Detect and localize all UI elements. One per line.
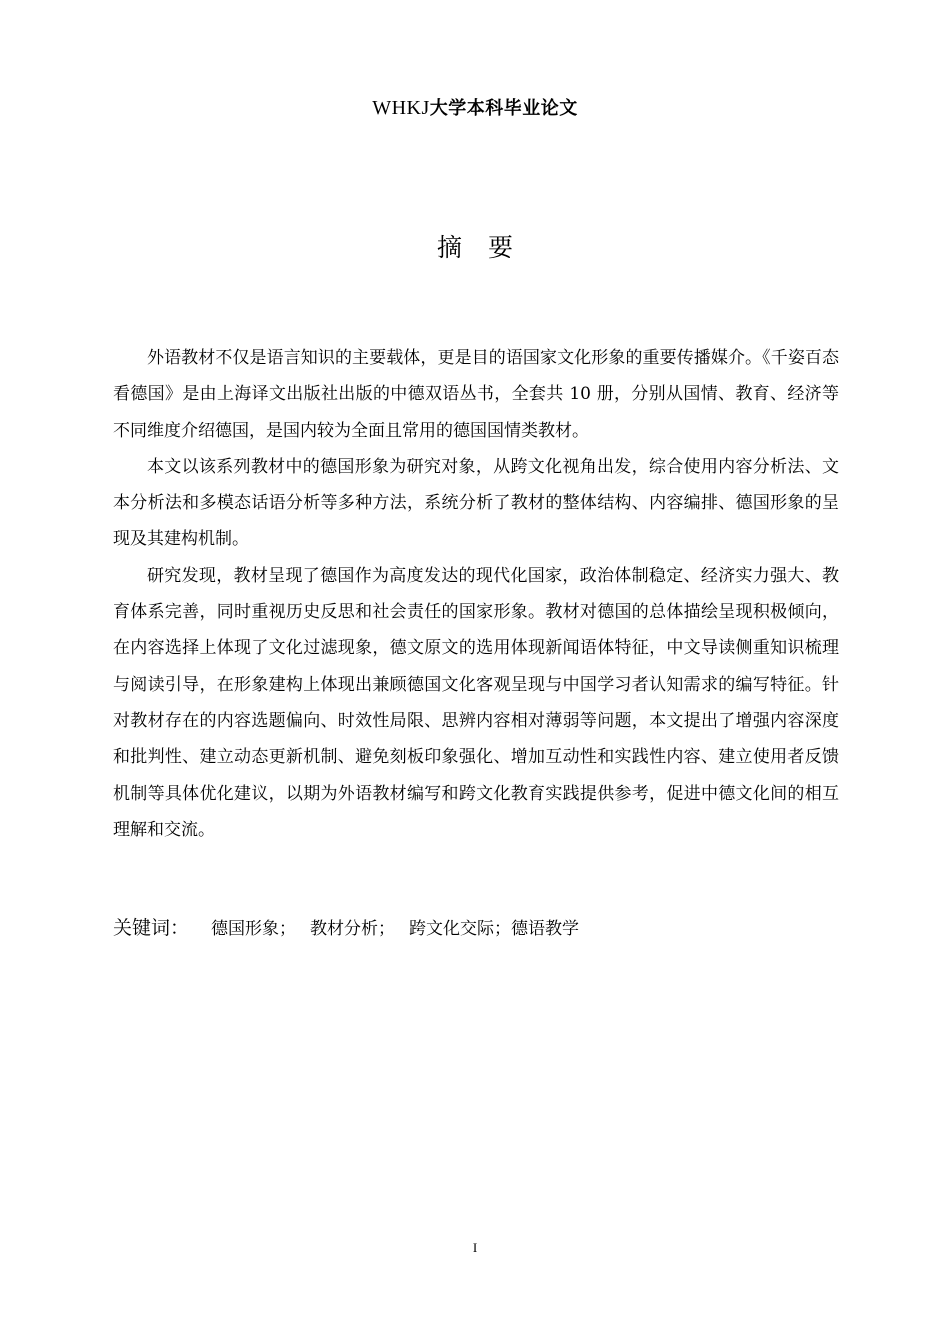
abstract-body xyxy=(113,340,839,848)
university-code: WHKJ xyxy=(372,97,430,119)
page-header xyxy=(0,94,950,120)
abstract-paragraph: 本文以该系列教材中的德国形象为研究对象，从跨文化视角出发，综合使用内容分析法、文本分析法和多模态话语分析等多种方法，系统分析了教材的整体结构、内容编排、德国形象的呈现及其建构机制。 xyxy=(113,456,839,550)
keyword-item: 教材分析； xyxy=(310,919,396,939)
abstract-heading: 摘要 xyxy=(436,233,539,262)
keyword-item: 跨文化交际； xyxy=(409,919,512,939)
keyword-item: 德国形象； xyxy=(211,919,297,939)
keywords-label: 关键词： xyxy=(113,917,190,939)
abstract-paragraph: 研究发现，教材呈现了德国作为高度发达的现代化国家，政治体制稳定、经济实力强大、教育体系完善，同时重视历史反思和社会责任的国家形象。教材对德国的总体描绘呈现积极倾向，在内容选择上体现了文化过滤现象，德文原文的选用体现新闻语体特征，中文导读侧重知识梳理与阅读引导，在形象建构上体现出兼顾德国文化客观呈现与中国学习者认知需求的编写特征。针对教材存在的内容选题偏向、时效性局限、思辨内容相对薄弱等问题，本文提出了增强内容深度和批判性、建立动态更新机制、避免刻板印象强化、增加互动性和实践性内容、建立使用者反馈机制等具体优化建议，以期为外语教材编写和跨文化教育实践提供参考，促进中德文化间的相互理解和交流。 xyxy=(113,565,839,840)
keyword-item: 德语教学 xyxy=(511,919,580,939)
abstract-paragraph: 外语教材不仅是语言知识的主要载体，更是目的语国家文化形象的重要传播媒介。《千姿百态看德国》是由上海译文出版社出版的中德双语丛书，全套共 10 册，分别从国情、教育、经济等不同维度介绍德国，是国内较为全面且常用的德国国情类教材。 xyxy=(113,348,839,441)
page-number: I xyxy=(472,1240,478,1255)
header-title: 大学本科毕业论文 xyxy=(429,98,578,119)
keywords-line xyxy=(113,912,839,945)
